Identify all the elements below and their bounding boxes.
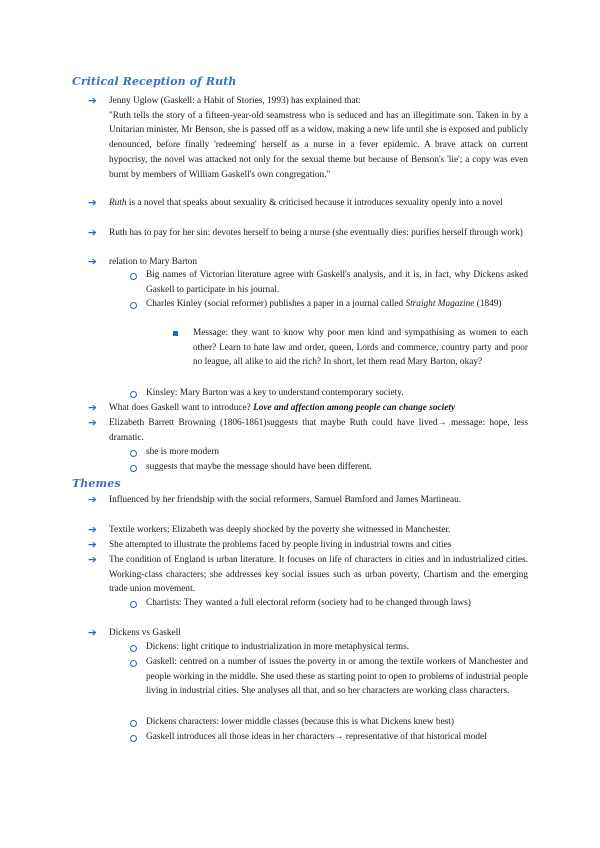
uglow-intro: Jenny Uglow (Gaskell: a Habit of Stories, 1993) has explained that:: [109, 96, 361, 106]
arrow-bullet-icon: ➔: [88, 524, 97, 536]
arrow-bullet-icon: ➔: [88, 197, 97, 209]
arrow-bullet-icon: ➔: [88, 95, 97, 107]
gaskell-intro-item: Gaskell introduces all those ideas in her characters→ representative of that historical model: [146, 732, 487, 742]
reception-heading: Critical Reception of Ruth: [72, 75, 237, 88]
arrow-bullet-icon: ➔: [88, 627, 97, 639]
illustrate-item: She attempted to illustrate the problems faced by people living in industrial towns and cities: [109, 540, 452, 550]
arrow-bullet-icon: ➔: [88, 256, 97, 268]
browning-item: Elizabeth Barrett Browning (1806-1861)suggests that maybe Ruth could have lived→ message: hope, less dramatic.: [109, 418, 528, 443]
message-item: Message: they want to know why poor men kind and sympathising as women to each other? Learn to hate law and order, queen, Lords and commerce, country party and poor no league, all alike to aid the rich? In short, let them read Mary Barton, okay?: [193, 328, 528, 368]
kinley-year: (1849): [474, 299, 502, 309]
arrow-bullet-icon: ➔: [88, 227, 97, 239]
circle-bullet-icon: [130, 645, 137, 652]
circle-bullet-icon: [130, 660, 137, 667]
gaskell-centred-item: Gaskell: centred on a number of issues the poverty in or among the textile workers of Manchester and people working in the middle. She used these as starting point to open to problems of industrial people living in industrial cities. She analyses all that, and so her characters are working class characters.: [146, 657, 528, 697]
introduce-item: [109, 401, 528, 416]
different-item: suggests that maybe the message should have been different.: [146, 462, 372, 472]
introduce-answer: Love and affection among people can change society: [253, 403, 456, 413]
circle-bullet-icon: [130, 450, 137, 457]
mb-names-item: Big names of Victorian literature agree with Gaskell's analysis, and it is, in fact, why Dickens asked Gaskell to participate in his journal.: [146, 270, 528, 295]
circle-bullet-icon: [130, 601, 137, 608]
arrow-bullet-icon: ➔: [88, 494, 97, 506]
introduce-question: What does Gaskell want to introduce?: [109, 403, 254, 413]
ruth-novel-text: is a novel that speaks about sexuality & criticised because it introduces sexuality openly into a novel: [126, 198, 503, 208]
uglow-item: [109, 94, 528, 182]
ruth-title-italic: Ruth: [109, 198, 127, 208]
arrow-bullet-icon: ➔: [88, 539, 97, 551]
arrow-bullet-icon: ➔: [88, 417, 97, 429]
circle-bullet-icon: [130, 465, 137, 472]
textile-item: Textile workers; Elizabeth was deeply shocked by the poverty she witnessed in Manchester.: [109, 525, 451, 535]
condition-item: The condition of England is urban literature. It focuses on life of characters in cities and in industrialized cities. Working-class characters; she addresses key social issues such as urban poverty, Chartism and the emerging trade union movement.: [109, 555, 528, 595]
arrow-bullet-icon: ➔: [88, 554, 97, 566]
kinley-item: [146, 297, 528, 312]
chartists-item: Chartists: They wanted a full electoral reform (society had to be changed through laws): [146, 598, 471, 608]
circle-bullet-icon: [130, 273, 137, 280]
square-bullet-icon: [173, 331, 178, 336]
dickens-light-item: Dickens: light critique to industrialization in more metaphysical terms.: [146, 642, 410, 652]
mary-barton-item: relation to Mary Barton: [109, 257, 198, 267]
themes-heading: Themes: [72, 477, 121, 490]
dickens-vs-item: Dickens vs Gaskell: [109, 628, 181, 638]
circle-bullet-icon: [130, 302, 137, 309]
arrow-bullet-icon: ➔: [88, 402, 97, 414]
kinley-text: Charles Kinley (social reformer) publishes a paper in a journal called: [146, 299, 406, 309]
kinley-journal: Straight Magazine: [405, 299, 475, 309]
circle-bullet-icon: [130, 735, 137, 742]
ruth-pay-item: Ruth has to pay for her sin: devotes herself to being a nurse (she eventually dies: purifies herself through work): [109, 228, 523, 238]
circle-bullet-icon: [130, 720, 137, 727]
uglow-quote: "Ruth tells the story of a fifteen-year-old seamstress who is seduced and has an illegitimate son. Taken in by a Unitarian minister, Mr Benson, she is passed off as a widow, making a new life until she is exposed and publicly denounced, before finally 'redeeming' herself as a nurse in a fever epidemic. A brave attack on current hypocrisy, the novel was attacked not only for the sexual theme but because of Benson's 'lie'; a copy was even burnt by members of William Gaskell's own congregation.": [109, 110, 528, 180]
ruth-novel-item: [109, 196, 528, 211]
dickens-chars-item: Dickens characters: lower middle classes (because this is what Dickens knew best): [146, 717, 454, 727]
circle-bullet-icon: [130, 391, 137, 398]
modern-item: she is more modern: [146, 447, 220, 457]
kinsley-item: Kinsley: Mary Barton was a key to understand contemporary society.: [146, 388, 404, 398]
influenced-item: Influenced by her friendship with the social reformers, Samuel Bamford and James Martineau.: [109, 495, 462, 505]
